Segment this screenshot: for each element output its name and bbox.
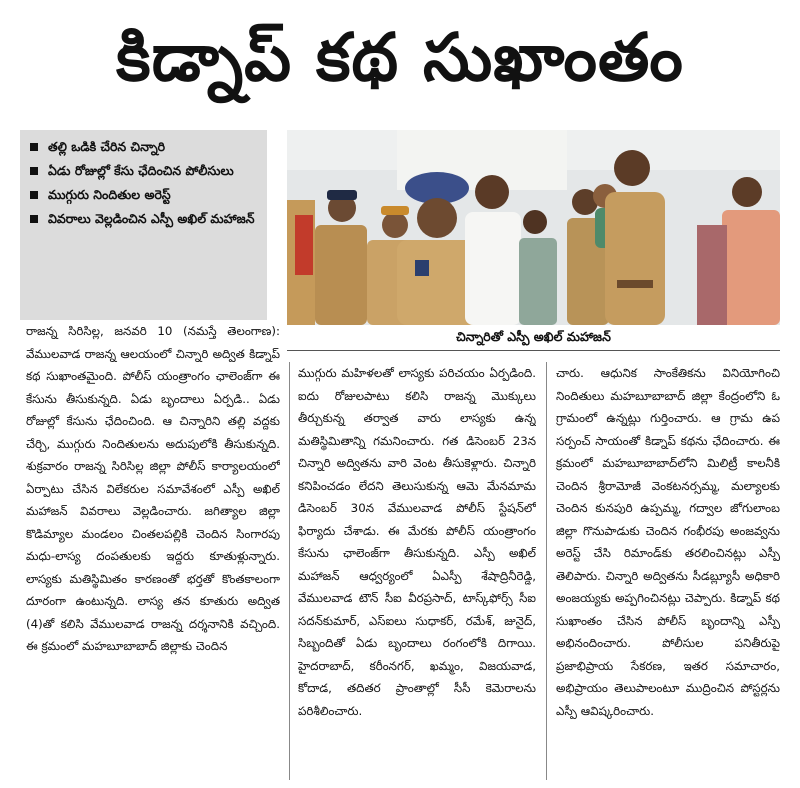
article-column-1: రాజన్న సిరిసిల్ల, జనవరి 10 (నమస్తే తెలంగాణ): వేములవాడ రాజన్న ఆలయంలో చిన్నారి అద్విత కిడ్నాప్ కథ సుఖాంతమైంది. పోలీస్ యంత్రాంగం ఛాలెంజ్‌గా ఈ కేసును తీసుకున్నది. ఏడు బృందాలు ఏర్పడి.. ఏడు రోజుల్లో కేసును ఛేదించింది. ఆ చిన్నారిని తల్లి వద్దకు చేర్చి, ముగ్గురు నిందితులను అదుపులోకి తీసుకున్నది. శుక్రవారం రాజన్న సిరిసిల్ల జిల్లా పోలీస్ కార్యాలయంలో ఏర్పాటు చేసిన విలేకరుల సమావేశంలో ఎస్పీ అఖిల్ మహాజన్ వివరాలు వెల్లడించారు. జగిత్యాల జిల్లా కొడిమ్యాల మండలం చింతలపల్లికి చెందిన సింగారపు మధు-లాస్య దంపతులకు ఇద్దరు కూతుళ్లున్నారు. లాస్యకు మతిస్థిమితం కారణంతో భర్తతో కొంతకాలంగా దూరంగా ఉంటున్నది. లాస్య తన కూతురు అద్విత (4)తో కలిసి వేములవాడ రాజన్న దర్శనానికి వచ్చింది. ఈ క్రమంలో మహబూబాబాద్ జిల్లాకు చెందిన <box>26 324 280 653</box>
article-column-2: ముగ్గురు మహిళలతో లాస్యకు పరిచయం ఏర్పడింది. ఐదు రోజులపాటు కలిసి రాజన్న మొక్కులు తీర్చుకున్న తర్వాత వారు లాస్యకు ఉన్న మతిస్థిమితాన్ని గమనించారు. గత డిసెంబర్ 23న చిన్నారి అద్వితను వారి వెంట తీసుకెళ్లారు. చిన్నారి కనిపించడం లేదని తెలుసుకున్న ఆమె మేనమామ డిసెంబర్ 30న వేములవాడ పోలీస్ స్టేషన్‌లో ఫిర్యాదు చేశాడు. ఈ మేరకు పోలీస్ యంత్రాంగం కేసును ఛాలెంజ్‌గా తీసుకున్నది. ఎస్పీ అఖిల్ మహాజన్ ఆధ్వర్యంలో ఏఎస్పీ శేషాద్రినీరెడ్డి, వేములవాడ టౌన్ సీఐ వీరప్రసాద్, టాస్క్‌ఫోర్స్ సీఐ సదన్‌కుమార్, ఎస్ఐలు సుధాకర్, రమేశ్, జునైద్, సిబ్బందితో ఏడు బృందాలు రంగంలోకి దిగాయి. హైదరాబాద్, కరీంనగర్, ఖమ్మం, విజయవాడ, కోదాడ, తదితర ప్రాంతాల్లో సీసీ కెమెరాలను పరిశీలించారు. <box>298 366 536 718</box>
column-divider <box>289 362 290 780</box>
article-column-3: చారు. ఆధునిక సాంకేతికను వినియోగించి నిందితులు మహబూబాబాద్ జిల్లా కేంద్రంలోని ఓ గ్రామంలో ఉన్నట్లు గుర్తించారు. ఆ గ్రామ ఉప సర్పంచ్ సాయంతో కిడ్నాప్ కథను ఛేదించారు. ఈ క్రమంలో మహబూబాబాద్‌లోని మిలిట్రీ కాలనీకి చెందిన శ్రీరామోజీ వెంకటనర్సమ్మ, మల్యాలకు చెందిన కునపురి ఉప్పమ్మ, గద్వాల జోగులాంబ జిల్లా గొనుపాడుకు చెందిన గంభీరపు అంజవ్వను అరెస్ట్ చేసి రిమాండ్‌కు తరలించినట్లు ఎస్పీ తెలిపారు. చిన్నారి అద్వితను సీడబ్ల్యూసీ అధికారి అంజయ్యకు అప్పగించినట్లు చెప్పారు. కిడ్నాప్ కథ సుఖాంతం చేసిన పోలీస్ బృందాన్ని ఎస్పీ అభినందించారు. పోలీసుల పనితీరుపై ప్రజాభిప్రాయ సేకరణ, ఇతర సమాచారం, అభిప్రాయం తెలుపాలంటూ ముద్రించిన పోస్టర్లను ఎస్పీ ఆవిష్కరించారు. <box>556 366 780 718</box>
column-divider <box>546 362 547 780</box>
photo-caption: చిన్నారితో ఎస్పీ అఖిల్ మహాజన్ <box>456 329 611 344</box>
highlight-item: తల్లి ఒడికి చేరిన చిన్నారి <box>30 138 261 156</box>
square-bullet-icon <box>30 191 38 199</box>
highlight-item: వివరాలు వెల్లడించిన ఎస్పీ అఖిల్ మహాజన్ <box>30 210 261 228</box>
news-photo <box>287 130 780 325</box>
police-group-illustration <box>287 130 780 325</box>
highlights-box <box>20 130 267 320</box>
square-bullet-icon <box>30 167 38 175</box>
highlight-item: ఏడు రోజుల్లో కేసు ఛేదించిన పోలీసులు <box>30 162 261 180</box>
caption-divider <box>287 350 780 351</box>
square-bullet-icon <box>30 215 38 223</box>
highlight-item: ముగ్గురు నిందితుల అరెస్ట్ <box>30 186 261 204</box>
square-bullet-icon <box>30 143 38 151</box>
headline: కిడ్నాప్ కథ సుఖాంతం <box>116 19 684 96</box>
